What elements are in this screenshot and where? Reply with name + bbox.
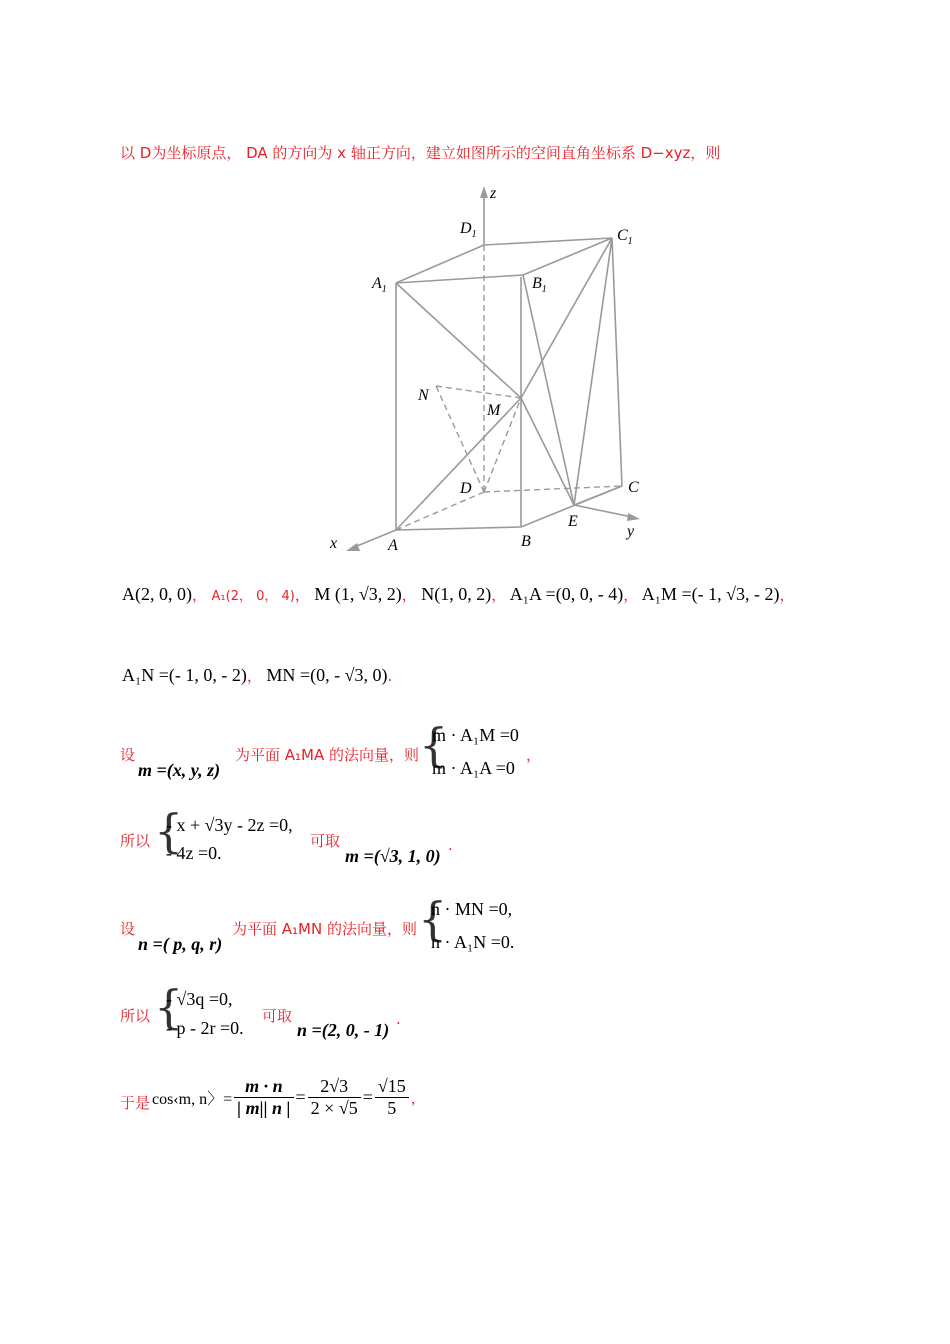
y-axis (574, 505, 632, 517)
block5-yushi: 于是 (120, 1094, 151, 1112)
block2-end: . (448, 836, 453, 854)
edge-A-B (396, 527, 521, 530)
block1-vector-m: m =(x, y, z) (138, 760, 221, 780)
label-y: y (627, 523, 635, 540)
coordinates-line: A(2, 0, 0)， A₁(2， 0， 4)， M (1, √3, 2)， N(1, 0, 2)， A₁A =(0, 0, - 4)， A₁M =(- 1, √3, - 2)， (122, 584, 795, 604)
block4-keqv: 可取 (262, 1007, 293, 1025)
edge-D-C (484, 486, 622, 492)
block4-eq2: - p - 2r =0. (166, 1018, 244, 1038)
vector-MN: MN =(0, - √3, 0) (266, 665, 388, 685)
fraction-2: $\frac{2√3}{2 \times √5}$ (308, 1076, 361, 1119)
edge-D-N (436, 386, 484, 492)
label-C1: $C_1$ (617, 227, 633, 247)
block3-brace: { (418, 892, 448, 946)
block1-eq1: m · A₁M =0 (432, 725, 519, 745)
block2-brace: { (154, 804, 184, 858)
block4-vector-n: n =(2, 0, - 1) (297, 1020, 390, 1040)
edge-E-C (574, 486, 622, 505)
label-E: E (568, 513, 578, 530)
geometry-figure (320, 180, 650, 560)
block3-text: 为平面 A₁MN 的法向量，则 (232, 920, 417, 938)
label-D: D (460, 480, 472, 497)
fraction-3: $\frac{√15}{5}$ (375, 1076, 409, 1119)
vector-A1N: A₁N =(- 1, 0, - 2) (122, 665, 247, 685)
block1-end: ， (526, 746, 542, 764)
edge-C1-C (612, 238, 622, 486)
block2-vector-m: m =(√3, 1, 0) (345, 846, 441, 866)
block1-brace: { (419, 718, 449, 772)
vector-A1M: A₁M =(- 1, √3, - 2) (641, 584, 780, 604)
block4-brace: { (154, 980, 184, 1034)
point-M: M (1, √3, 2) (314, 584, 402, 604)
label-z: z (490, 185, 497, 202)
block3-eq2: n · A₁N =0. (431, 932, 515, 952)
fraction-1: $\frac{m \cdot n}{| m|| n |}$ (234, 1076, 293, 1119)
point-N: N(1, 0, 2) (421, 584, 492, 604)
block2-eq2: - 4z =0. (166, 843, 222, 863)
edge-M-C1 (521, 238, 612, 398)
label-x: x (330, 535, 338, 552)
point-A: A(2, 0, 0) (122, 584, 192, 604)
cosine-formula: cos‹m, n〉= $\frac{m \cdot n}{| m|| n |}$ = $\frac{2√3}{2 \times √5}$ = $\frac{√15}{5}$ ， (152, 1076, 426, 1118)
label-B: B (521, 533, 531, 550)
edge-B1-C1 (523, 238, 612, 275)
edge-D-A (396, 492, 484, 530)
block4-suoyi: 所以 (120, 1007, 151, 1025)
label-N: N (418, 387, 429, 404)
block1-text: 为平面 A₁MA 的法向量，则 (235, 746, 420, 764)
block2-suoyi: 所以 (120, 832, 151, 850)
label-A1: $A_1$ (372, 275, 387, 295)
intro-text: 以 D为坐标原点， DA 的方向为 x 轴正方向，建立如图所示的空间直角坐标系 D−xyz，则 (120, 144, 721, 162)
edge-N-M (436, 386, 521, 398)
edge-E-C1 (574, 238, 612, 505)
label-A: A (388, 537, 398, 554)
label-D1: $D_1$ (460, 220, 477, 240)
block4-end: . (396, 1010, 401, 1028)
edge-A1-D1 (396, 245, 484, 283)
label-C: C (628, 479, 639, 496)
block2-eq1: - x + √3y - 2z =0, (166, 815, 293, 835)
edge-A-M (396, 398, 521, 530)
cos-label: cos‹m, n〉= (152, 1091, 233, 1108)
block1-she: 设 (120, 746, 136, 764)
label-M: M (487, 402, 501, 419)
block3-she: 设 (120, 920, 136, 938)
vectors-line: A₁N =(- 1, 0, - 2)， MN =(0, - √3, 0). (122, 665, 393, 685)
block3-vector-n: n =( p, q, r) (138, 934, 223, 954)
label-B1: $B_1$ (532, 275, 547, 295)
block1-eq2: m · A₁A =0 (432, 758, 515, 778)
x-arrow (346, 543, 360, 551)
block4-eq1: - √3q =0, (166, 989, 233, 1009)
z-arrow (480, 186, 488, 198)
point-A1: A₁(2， 0， 4) (211, 589, 295, 604)
block2-keqv: 可取 (310, 832, 341, 850)
edge-A1-M (396, 283, 521, 398)
edge-B1-E (523, 275, 574, 505)
vector-A1A: A₁A =(0, 0, - 4) (509, 584, 624, 604)
y-arrow (627, 513, 640, 521)
block3-eq1: n · MN =0, (431, 899, 513, 919)
